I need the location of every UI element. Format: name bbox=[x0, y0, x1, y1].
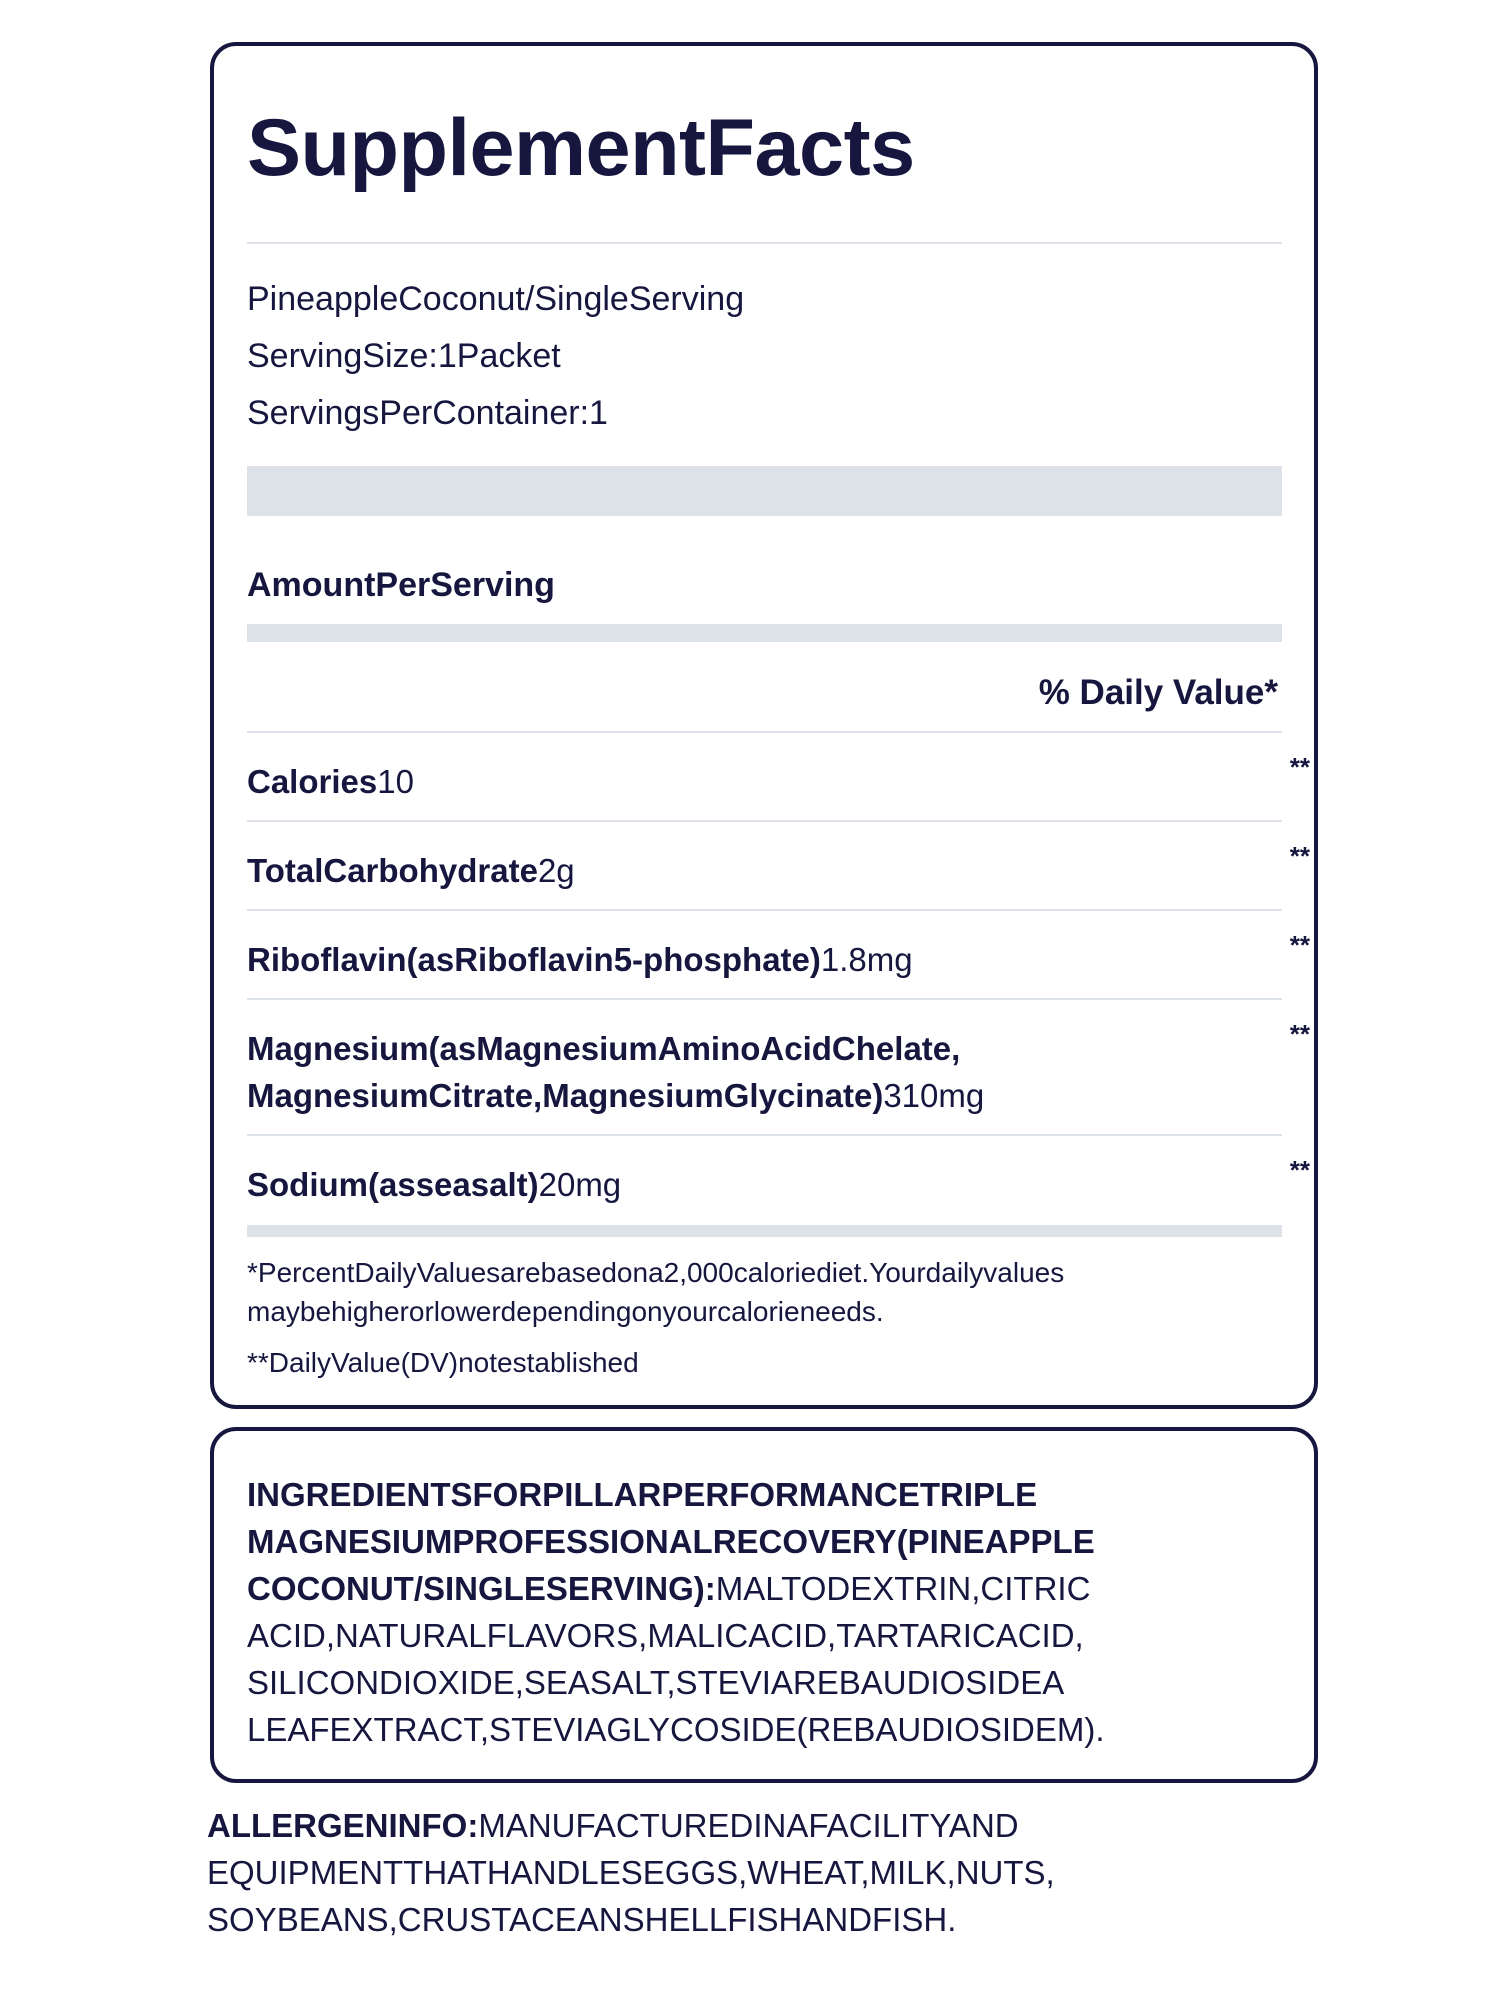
servings-per-container: ServingsPerContainer:1 bbox=[247, 394, 608, 432]
nutrient-amount: 20mg bbox=[538, 1166, 622, 1203]
amount-per-serving-heading: AmountPerServing bbox=[247, 566, 555, 604]
ingredients-text bbox=[247, 1471, 1247, 1753]
daily-value-mark: ** bbox=[1289, 1019, 1310, 1049]
daily-value-mark: ** bbox=[1289, 841, 1310, 871]
nutrient-name: Sodium(asseasalt) bbox=[247, 1166, 539, 1203]
bottom-divider bbox=[247, 1225, 1282, 1237]
nutrient-row-total-carbohydrate bbox=[247, 841, 1310, 894]
divider bbox=[247, 731, 1282, 733]
divider bbox=[247, 998, 1282, 1000]
daily-value-mark: ** bbox=[1289, 752, 1310, 782]
divider bbox=[247, 909, 1282, 911]
nutrient-name: TotalCarbohydrate bbox=[247, 852, 538, 889]
ingredients-heading-line: INGREDIENTSFORPILLARPERFORMANCETRIPLE bbox=[247, 1476, 1038, 1513]
nutrient-row-riboflavin bbox=[247, 930, 1310, 983]
daily-value-mark: ** bbox=[1289, 1155, 1310, 1185]
footnote-line: *PercentDailyValuesarebasedona2,000caloriediet.Yourdailyvalues bbox=[247, 1257, 1065, 1288]
footnote-percent-daily-values bbox=[247, 1253, 1064, 1331]
ingredients-list-line: LEAFEXTRACT,STEVIAGLYCOSIDE(REBAUDIOSIDEM). bbox=[247, 1711, 1105, 1748]
nutrient-amount: 1.8mg bbox=[820, 941, 913, 978]
supplement-facts-panel bbox=[210, 42, 1318, 1409]
medium-divider bbox=[247, 624, 1282, 642]
flavor-line: PineappleCoconut/SingleServing bbox=[247, 280, 745, 318]
allergen-text-line: MANUFACTUREDINAFACILITYAND bbox=[478, 1807, 1019, 1844]
allergen-text-line: EQUIPMENTTHATHANDLESEGGS,WHEAT,MILK,NUTS, bbox=[207, 1854, 1055, 1891]
ingredients-heading-line: MAGNESIUMPROFESSIONALRECOVERY(PINEAPPLE bbox=[247, 1523, 1095, 1560]
ingredients-panel bbox=[210, 1427, 1318, 1783]
ingredients-list-line: SILICONDIOXIDE,SEASALT,STEVIAREBAUDIOSIDEA bbox=[247, 1664, 1065, 1701]
footnote-dv-not-established: **DailyValue(DV)notestablished bbox=[247, 1347, 639, 1378]
ingredients-list-line: MALTODEXTRIN,CITRIC bbox=[715, 1570, 1091, 1607]
nutrient-amount: 2g bbox=[537, 852, 575, 889]
nutrient-name-line1: Magnesium(asMagnesiumAminoAcidChelate, bbox=[247, 1030, 961, 1067]
footnote-line: maybehigherorlowerdependingonyourcalorieneeds. bbox=[247, 1296, 884, 1327]
allergen-label: ALLERGENINFO: bbox=[207, 1807, 479, 1844]
thick-divider bbox=[247, 466, 1282, 516]
divider bbox=[247, 1134, 1282, 1136]
nutrient-row-magnesium bbox=[247, 1019, 1310, 1119]
daily-value-mark: ** bbox=[1289, 930, 1310, 960]
divider bbox=[247, 820, 1282, 822]
nutrient-name: Riboflavin(asRiboflavin5-phosphate) bbox=[247, 941, 821, 978]
allergen-info bbox=[207, 1802, 1227, 1943]
daily-value-header: % Daily Value* bbox=[1038, 673, 1278, 712]
divider bbox=[247, 242, 1282, 244]
ingredients-heading-line: COCONUT/SINGLESERVING): bbox=[247, 1570, 716, 1607]
panel-title: SupplementFacts bbox=[247, 103, 915, 193]
ingredients-list-line: ACID,NATURALFLAVORS,MALICACID,TARTARICACID, bbox=[247, 1617, 1084, 1654]
allergen-text-line: SOYBEANS,CRUSTACEANSHELLFISHANDFISH. bbox=[207, 1901, 957, 1938]
nutrient-name-line2: MagnesiumCitrate,MagnesiumGlycinate) bbox=[247, 1077, 884, 1114]
nutrient-amount: 10 bbox=[377, 763, 414, 800]
nutrient-row-calories bbox=[247, 752, 1310, 805]
nutrient-name: Calories bbox=[247, 763, 378, 800]
nutrient-row-sodium bbox=[247, 1155, 1310, 1208]
serving-size: ServingSize:1Packet bbox=[247, 337, 561, 375]
nutrient-amount: 310mg bbox=[883, 1077, 985, 1114]
